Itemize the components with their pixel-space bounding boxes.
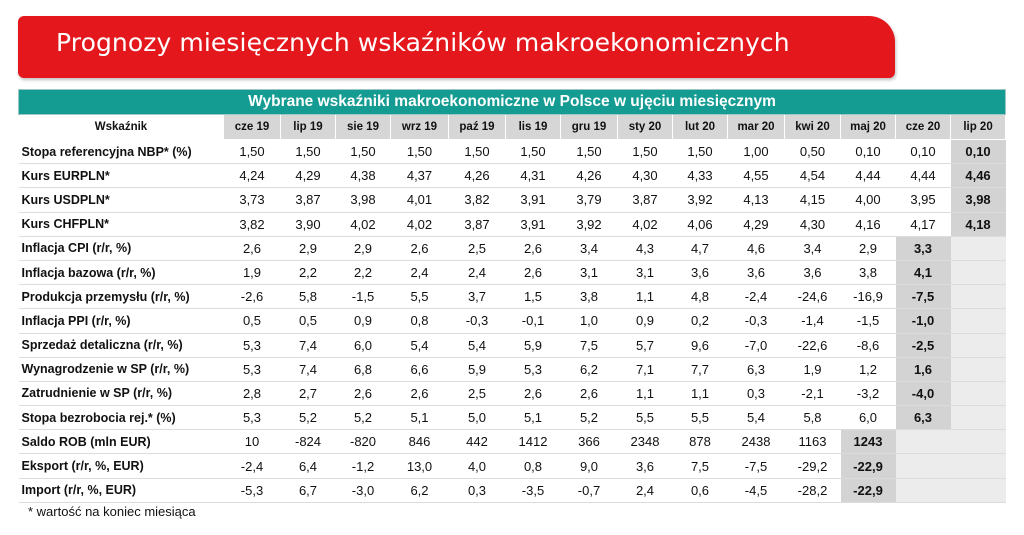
value-cell: 0,6 — [673, 478, 728, 502]
table-row — [19, 406, 1006, 430]
value-cell: 4,13 — [728, 188, 785, 212]
value-cell: -0,7 — [561, 478, 618, 502]
table-caption-row — [19, 90, 1006, 115]
value-cell: 1,9 — [785, 357, 841, 381]
value-cell: 5,4 — [728, 406, 785, 430]
value-cell: 0,5 — [224, 309, 281, 333]
row-label: Kurs USDPLN* — [19, 188, 224, 212]
value-cell: 5,4 — [391, 333, 449, 357]
value-cell: 5,9 — [506, 333, 561, 357]
value-cell: 846 — [391, 430, 449, 454]
header-month: lip 19 — [281, 115, 336, 140]
table-row — [19, 454, 1006, 478]
value-cell: 10 — [224, 430, 281, 454]
value-cell: 0,8 — [391, 309, 449, 333]
value-cell: -2,6 — [224, 285, 281, 309]
value-cell: 5,5 — [673, 406, 728, 430]
value-cell: 3,1 — [618, 260, 673, 284]
value-cell: 4,17 — [896, 212, 951, 236]
value-cell: 0,50 — [785, 140, 841, 164]
value-cell: 6,0 — [336, 333, 391, 357]
value-cell: 442 — [449, 430, 506, 454]
forecast-cell: 4,46 — [951, 164, 1006, 188]
empty-cell — [951, 454, 1006, 478]
value-cell: 4,38 — [336, 164, 391, 188]
value-cell: -1,4 — [785, 309, 841, 333]
value-cell: 7,7 — [673, 357, 728, 381]
value-cell: 1,50 — [449, 140, 506, 164]
forecast-cell: 3,98 — [951, 188, 1006, 212]
value-cell: 13,0 — [391, 454, 449, 478]
header-month: cze 20 — [896, 115, 951, 140]
value-cell: 2,6 — [224, 236, 281, 260]
value-cell: -22,6 — [785, 333, 841, 357]
header-month: maj 20 — [841, 115, 896, 140]
forecast-cell: -22,9 — [841, 454, 896, 478]
value-cell: 1163 — [785, 430, 841, 454]
value-cell: 4,6 — [728, 236, 785, 260]
value-cell: -1,5 — [841, 309, 896, 333]
value-cell: -824 — [281, 430, 336, 454]
value-cell: 3,6 — [785, 260, 841, 284]
value-cell: 2,5 — [449, 236, 506, 260]
table-row — [19, 357, 1006, 381]
value-cell: 4,31 — [506, 164, 561, 188]
row-label: Sprzedaż detaliczna (r/r, %) — [19, 333, 224, 357]
forecast-cell: -7,5 — [896, 285, 951, 309]
header-month: wrz 19 — [391, 115, 449, 140]
value-cell: 9,0 — [561, 454, 618, 478]
header-month: lis 19 — [506, 115, 561, 140]
value-cell: 2,6 — [391, 236, 449, 260]
value-cell: 3,1 — [561, 260, 618, 284]
value-cell: 2,6 — [561, 381, 618, 405]
row-label: Inflacja PPI (r/r, %) — [19, 309, 224, 333]
table-row — [19, 309, 1006, 333]
value-cell: -0,3 — [728, 309, 785, 333]
empty-cell — [951, 285, 1006, 309]
value-cell: 4,06 — [673, 212, 728, 236]
title-banner — [18, 16, 895, 78]
value-cell: 1,00 — [728, 140, 785, 164]
forecast-cell: 1243 — [841, 430, 896, 454]
value-cell: -2,4 — [224, 454, 281, 478]
value-cell: 6,6 — [391, 357, 449, 381]
value-cell: 1,0 — [561, 309, 618, 333]
value-cell: 4,00 — [841, 188, 896, 212]
value-cell: 0,8 — [506, 454, 561, 478]
row-label: Wynagrodzenie w SP (r/r, %) — [19, 357, 224, 381]
table-row — [19, 381, 1006, 405]
value-cell: 4,44 — [841, 164, 896, 188]
value-cell: 0,3 — [728, 381, 785, 405]
empty-cell — [951, 430, 1006, 454]
empty-cell — [951, 260, 1006, 284]
row-label: Inflacja bazowa (r/r, %) — [19, 260, 224, 284]
value-cell: 3,73 — [224, 188, 281, 212]
value-cell: 2,6 — [336, 381, 391, 405]
value-cell: 1,50 — [224, 140, 281, 164]
value-cell: 4,02 — [336, 212, 391, 236]
header-month: mar 20 — [728, 115, 785, 140]
value-cell: 3,6 — [618, 454, 673, 478]
value-cell: 1,50 — [506, 140, 561, 164]
value-cell: 2,9 — [841, 236, 896, 260]
value-cell: -0,1 — [506, 309, 561, 333]
table-row — [19, 236, 1006, 260]
value-cell: 9,6 — [673, 333, 728, 357]
value-cell: 7,1 — [618, 357, 673, 381]
value-cell: 3,4 — [561, 236, 618, 260]
empty-cell — [951, 478, 1006, 502]
value-cell: 2,8 — [224, 381, 281, 405]
value-cell: -1,2 — [336, 454, 391, 478]
value-cell: 1,50 — [391, 140, 449, 164]
row-label: Saldo ROB (mln EUR) — [19, 430, 224, 454]
value-cell: 3,87 — [449, 212, 506, 236]
banner-title: Prognozy miesięcznych wskaźników makroekonomicznych — [56, 28, 790, 57]
forecast-cell: 1,6 — [896, 357, 951, 381]
value-cell: 5,3 — [224, 333, 281, 357]
value-cell: 1,5 — [506, 285, 561, 309]
empty-cell — [951, 333, 1006, 357]
value-cell: 5,2 — [561, 406, 618, 430]
value-cell: 0,5 — [281, 309, 336, 333]
value-cell: 5,1 — [506, 406, 561, 430]
header-month: paź 19 — [449, 115, 506, 140]
value-cell: 6,3 — [728, 357, 785, 381]
table-row — [19, 164, 1006, 188]
value-cell: -3,2 — [841, 381, 896, 405]
value-cell: 878 — [673, 430, 728, 454]
value-cell: -3,5 — [506, 478, 561, 502]
value-cell: 7,4 — [281, 333, 336, 357]
value-cell: 0,9 — [618, 309, 673, 333]
header-month: lip 20 — [951, 115, 1006, 140]
value-cell: 5,4 — [449, 333, 506, 357]
value-cell: 6,2 — [391, 478, 449, 502]
value-cell: 4,26 — [561, 164, 618, 188]
value-cell: 366 — [561, 430, 618, 454]
value-cell: 4,7 — [673, 236, 728, 260]
value-cell: 0,10 — [841, 140, 896, 164]
value-cell: 3,6 — [673, 260, 728, 284]
value-cell: 3,91 — [506, 212, 561, 236]
value-cell: 3,91 — [506, 188, 561, 212]
value-cell: 5,8 — [785, 406, 841, 430]
value-cell: -0,3 — [449, 309, 506, 333]
value-cell: -28,2 — [785, 478, 841, 502]
row-label: Produkcja przemysłu (r/r, %) — [19, 285, 224, 309]
value-cell: 2,2 — [281, 260, 336, 284]
value-cell: 3,4 — [785, 236, 841, 260]
value-cell: 1,50 — [561, 140, 618, 164]
value-cell: 5,7 — [618, 333, 673, 357]
empty-cell — [896, 430, 951, 454]
empty-cell — [951, 381, 1006, 405]
value-cell: 5,9 — [449, 357, 506, 381]
value-cell: 5,5 — [618, 406, 673, 430]
table-row — [19, 478, 1006, 502]
value-cell: 1412 — [506, 430, 561, 454]
value-cell: 2,4 — [618, 478, 673, 502]
header-month: lut 20 — [673, 115, 728, 140]
value-cell: 2438 — [728, 430, 785, 454]
row-label: Zatrudnienie w SP (r/r, %) — [19, 381, 224, 405]
value-cell: 1,1 — [618, 285, 673, 309]
value-cell: 4,16 — [841, 212, 896, 236]
value-cell: 3,90 — [281, 212, 336, 236]
value-cell: 5,3 — [224, 406, 281, 430]
value-cell: 3,92 — [561, 212, 618, 236]
value-cell: 2,7 — [281, 381, 336, 405]
forecast-cell: 4,18 — [951, 212, 1006, 236]
value-cell: 1,1 — [673, 381, 728, 405]
value-cell: 2,6 — [506, 236, 561, 260]
header-indicator: Wskaźnik — [19, 115, 224, 140]
value-cell: 3,87 — [618, 188, 673, 212]
value-cell: 2348 — [618, 430, 673, 454]
table-row — [19, 333, 1006, 357]
value-cell: 1,9 — [224, 260, 281, 284]
value-cell: 2,5 — [449, 381, 506, 405]
value-cell: -8,6 — [841, 333, 896, 357]
value-cell: 3,79 — [561, 188, 618, 212]
value-cell: 2,2 — [336, 260, 391, 284]
value-cell: 3,6 — [728, 260, 785, 284]
row-label: Stopa referencyjna NBP* (%) — [19, 140, 224, 164]
value-cell: 4,33 — [673, 164, 728, 188]
value-cell: 1,50 — [673, 140, 728, 164]
value-cell: 4,37 — [391, 164, 449, 188]
value-cell: 1,1 — [618, 381, 673, 405]
empty-cell — [951, 406, 1006, 430]
value-cell: 3,87 — [281, 188, 336, 212]
row-label: Kurs EURPLN* — [19, 164, 224, 188]
header-month: gru 19 — [561, 115, 618, 140]
value-cell: 5,2 — [281, 406, 336, 430]
table-row — [19, 188, 1006, 212]
value-cell: -3,0 — [336, 478, 391, 502]
value-cell: 5,2 — [336, 406, 391, 430]
value-cell: 2,9 — [336, 236, 391, 260]
row-label: Eksport (r/r, %, EUR) — [19, 454, 224, 478]
row-label: Stopa bezrobocia rej.* (%) — [19, 406, 224, 430]
empty-cell — [951, 309, 1006, 333]
value-cell: -2,4 — [728, 285, 785, 309]
forecast-cell: 6,3 — [896, 406, 951, 430]
forecast-cell: -4,0 — [896, 381, 951, 405]
table-caption: Wybrane wskaźniki makroekonomiczne w Polsce w ujęciu miesięcznym — [19, 90, 1006, 115]
empty-cell — [951, 236, 1006, 260]
value-cell: 3,8 — [561, 285, 618, 309]
value-cell: 1,50 — [281, 140, 336, 164]
value-cell: 5,5 — [391, 285, 449, 309]
value-cell: 4,02 — [391, 212, 449, 236]
forecast-cell: -1,0 — [896, 309, 951, 333]
value-cell: 4,26 — [449, 164, 506, 188]
row-label: Kurs CHFPLN* — [19, 212, 224, 236]
table-row — [19, 260, 1006, 284]
value-cell: 2,6 — [506, 260, 561, 284]
value-cell: 4,8 — [673, 285, 728, 309]
value-cell: -7,5 — [728, 454, 785, 478]
value-cell: 6,7 — [281, 478, 336, 502]
value-cell: 4,30 — [618, 164, 673, 188]
value-cell: 4,29 — [281, 164, 336, 188]
table-row — [19, 430, 1006, 454]
value-cell: -4,5 — [728, 478, 785, 502]
value-cell: 3,92 — [673, 188, 728, 212]
value-cell: -5,3 — [224, 478, 281, 502]
value-cell: 2,4 — [391, 260, 449, 284]
value-cell: 6,0 — [841, 406, 896, 430]
value-cell: 4,3 — [618, 236, 673, 260]
value-cell: 3,82 — [224, 212, 281, 236]
value-cell: -29,2 — [785, 454, 841, 478]
value-cell: 3,8 — [841, 260, 896, 284]
value-cell: 5,3 — [506, 357, 561, 381]
value-cell: -16,9 — [841, 285, 896, 309]
value-cell: 7,5 — [673, 454, 728, 478]
value-cell: 3,95 — [896, 188, 951, 212]
value-cell: 7,4 — [281, 357, 336, 381]
value-cell: 5,8 — [281, 285, 336, 309]
table-row — [19, 285, 1006, 309]
forecast-cell: 3,3 — [896, 236, 951, 260]
value-cell: 4,02 — [618, 212, 673, 236]
value-cell: 6,4 — [281, 454, 336, 478]
table-row — [19, 212, 1006, 236]
value-cell: 2,4 — [449, 260, 506, 284]
value-cell: 4,0 — [449, 454, 506, 478]
value-cell: -1,5 — [336, 285, 391, 309]
value-cell: 5,3 — [224, 357, 281, 381]
table-header-row — [19, 115, 1006, 140]
value-cell: -820 — [336, 430, 391, 454]
value-cell: 0,9 — [336, 309, 391, 333]
footnote: * wartość na koniec miesiąca — [28, 504, 196, 519]
forecast-cell: -2,5 — [896, 333, 951, 357]
forecast-cell: 4,1 — [896, 260, 951, 284]
value-cell: 4,44 — [896, 164, 951, 188]
value-cell: 1,50 — [336, 140, 391, 164]
macro-indicators-table — [18, 89, 1006, 503]
value-cell: -2,1 — [785, 381, 841, 405]
header-month: kwi 20 — [785, 115, 841, 140]
value-cell: 4,24 — [224, 164, 281, 188]
header-month: cze 19 — [224, 115, 281, 140]
value-cell: 5,0 — [449, 406, 506, 430]
value-cell: 4,30 — [785, 212, 841, 236]
value-cell: 4,15 — [785, 188, 841, 212]
value-cell: 4,29 — [728, 212, 785, 236]
value-cell: 7,5 — [561, 333, 618, 357]
value-cell: -24,6 — [785, 285, 841, 309]
value-cell: 0,10 — [896, 140, 951, 164]
forecast-cell: 0,10 — [951, 140, 1006, 164]
value-cell: 4,54 — [785, 164, 841, 188]
value-cell: 2,6 — [391, 381, 449, 405]
empty-cell — [951, 357, 1006, 381]
value-cell: 6,2 — [561, 357, 618, 381]
forecast-cell: -22,9 — [841, 478, 896, 502]
value-cell: 4,01 — [391, 188, 449, 212]
value-cell: 2,6 — [506, 381, 561, 405]
empty-cell — [896, 478, 951, 502]
value-cell: 4,55 — [728, 164, 785, 188]
value-cell: 6,8 — [336, 357, 391, 381]
value-cell: 1,50 — [618, 140, 673, 164]
value-cell: 3,82 — [449, 188, 506, 212]
value-cell: 3,7 — [449, 285, 506, 309]
row-label: Inflacja CPI (r/r, %) — [19, 236, 224, 260]
value-cell: 2,9 — [281, 236, 336, 260]
value-cell: 0,2 — [673, 309, 728, 333]
value-cell: 3,98 — [336, 188, 391, 212]
empty-cell — [896, 454, 951, 478]
row-label: Import (r/r, %, EUR) — [19, 478, 224, 502]
value-cell: -7,0 — [728, 333, 785, 357]
header-month: sty 20 — [618, 115, 673, 140]
header-month: sie 19 — [336, 115, 391, 140]
value-cell: 0,3 — [449, 478, 506, 502]
value-cell: 5,1 — [391, 406, 449, 430]
value-cell: 1,2 — [841, 357, 896, 381]
table-row — [19, 140, 1006, 164]
